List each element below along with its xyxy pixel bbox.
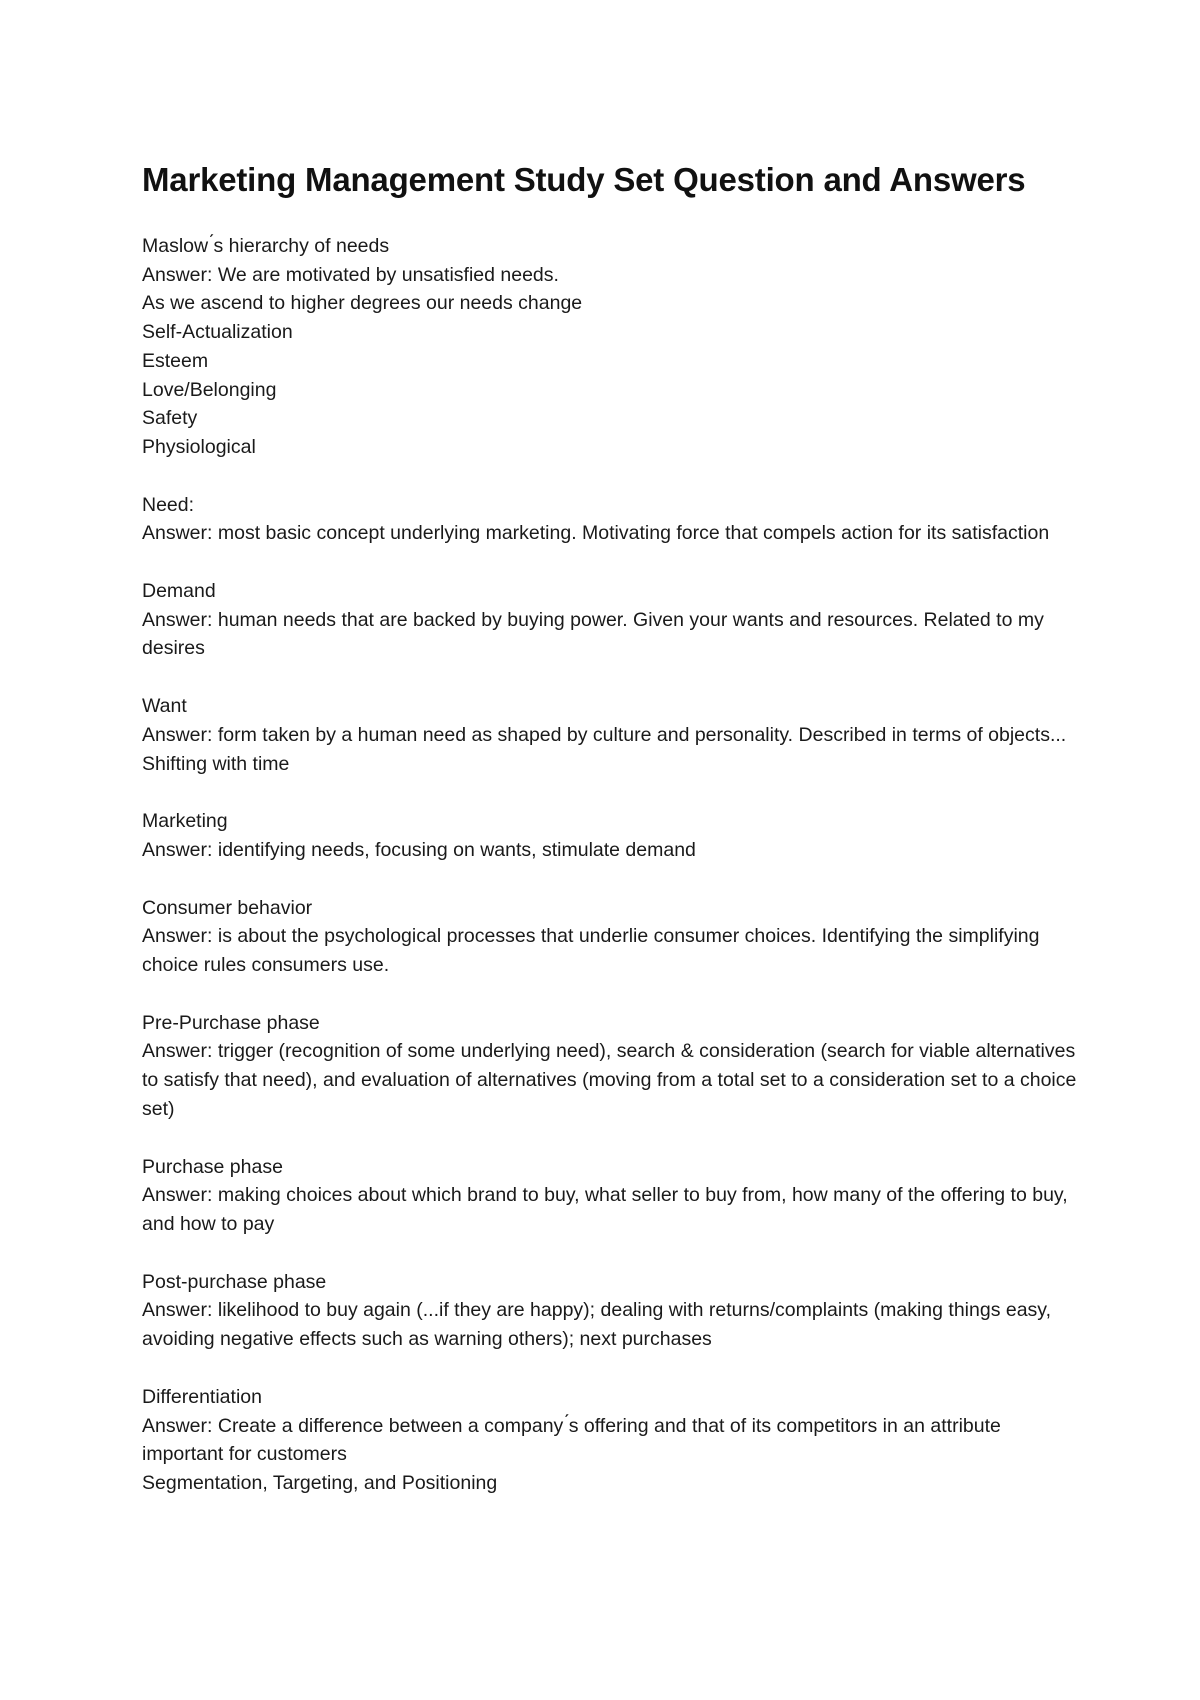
qa-entry <box>142 807 1082 864</box>
qa-answer-line: Safety <box>142 407 198 430</box>
qa-answer-line: Answer: likelihood to buy again (...if they are happy); dealing with returns/complaints (making things easy, avoiding negative effects such as warning others); next purchases <box>142 1299 1052 1351</box>
qa-answer-line: Answer: identifying needs, focusing on wants, stimulate demand <box>142 838 696 861</box>
qa-answer-line: Esteem <box>142 349 209 372</box>
qa-question: Demand <box>142 580 216 603</box>
qa-question: Want <box>142 695 187 718</box>
qa-answer-line: Answer: form taken by a human need as shaped by culture and personality. Described in terms of objects... Shifting with time <box>142 723 1067 775</box>
qa-entry <box>142 577 1082 663</box>
qa-question: Purchase phase <box>142 1155 283 1178</box>
qa-entry <box>142 1268 1082 1354</box>
qa-list <box>142 232 1082 1498</box>
qa-answer-line: Answer: making choices about which brand to buy, what seller to buy from, how many of the offering to buy, and how to pay <box>142 1184 1068 1235</box>
qa-entry <box>142 491 1082 548</box>
qa-answer-line: Physiological <box>142 435 256 458</box>
qa-answer-line: Answer: We are motivated by unsatisfied needs. <box>142 263 559 286</box>
qa-answer-line: Answer: human needs that are backed by buying power. Given your wants and resources. Related to my desires <box>142 608 1044 660</box>
qa-question: Pre-Purchase phase <box>142 1011 320 1034</box>
qa-question: Consumer behavior <box>142 896 313 919</box>
qa-answer-line: Answer: Create a difference between a company ́s offering and that of its competitors in an attribute important for customers <box>142 1414 1001 1466</box>
qa-question: Marketing <box>142 810 228 833</box>
qa-question: Need: <box>142 493 195 516</box>
qa-answer-line: Answer: is about the psychological processes that underlie consumer choices. Identifying the simplifying choice rules consumers use. <box>142 925 1040 977</box>
document-content <box>142 158 1082 1527</box>
qa-answer-line: Segmentation, Targeting, and Positioning <box>142 1471 498 1494</box>
qa-entry <box>142 692 1082 778</box>
qa-answer-line: Love/Belonging <box>142 378 277 401</box>
page-title: Marketing Management Study Set Question and Answers <box>142 161 1026 198</box>
qa-entry <box>142 1153 1082 1239</box>
qa-entry <box>142 232 1082 462</box>
qa-answer-line: Self-Actualization <box>142 321 293 344</box>
qa-answer-line: As we ascend to higher degrees our needs change <box>142 292 583 315</box>
qa-entry <box>142 1383 1082 1498</box>
qa-entry <box>142 894 1082 980</box>
qa-answer-line: Answer: trigger (recognition of some underlying need), search & consideration (search for viable alternatives to satisfy that need), and evaluation of alternatives (moving from a total set to a consideration set to a choice set) <box>142 1040 1077 1120</box>
qa-entry <box>142 1009 1082 1124</box>
qa-answer-line: Answer: most basic concept underlying marketing. Motivating force that compels action for its satisfaction <box>142 522 1050 545</box>
qa-question: Maslow ́s hierarchy of needs <box>142 235 390 257</box>
qa-question: Differentiation <box>142 1385 262 1408</box>
qa-question: Post-purchase phase <box>142 1270 327 1293</box>
